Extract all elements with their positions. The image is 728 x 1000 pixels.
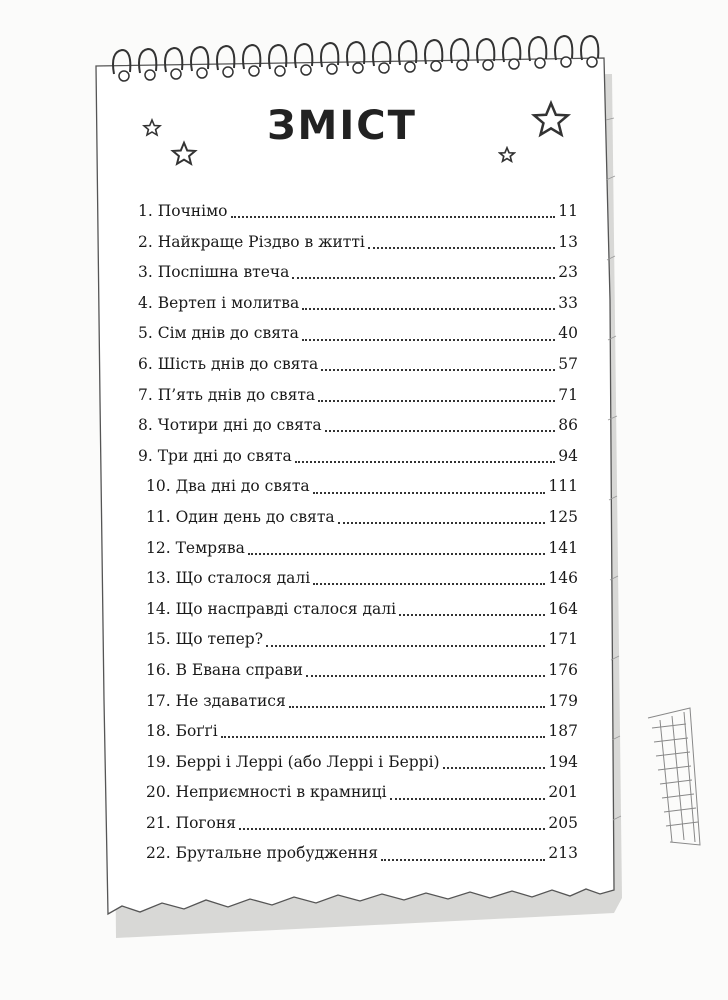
star-icon [530,99,572,141]
toc-entry [138,563,578,594]
toc-entry-page: 33 [558,293,578,312]
toc-entry-title: 18. Боґґі [146,722,218,741]
toc-leader-dots [313,492,546,494]
toc-entry-title: 11. Один день до свята [146,507,335,526]
toc-entry [138,777,578,808]
star-icon [170,140,198,168]
toc-leader-dots [295,461,555,463]
toc-entry-page: 187 [548,722,578,741]
toc-entry [138,594,578,625]
toc-leader-dots [248,553,546,555]
toc-entry-title: 21. Погоня [146,813,236,832]
toc-entry [138,471,578,502]
toc-entry-title: 10. Два дні до свята [146,477,310,496]
toc-entry-page: 171 [548,630,578,649]
toc-leader-dots [325,430,556,432]
toc-entry-page: 71 [558,385,578,404]
toc-entry [138,349,578,380]
toc-entry-title: 19. Беррі і Леррі (або Леррі і Беррі) [146,752,440,771]
toc-entry-title: 6. Шість днів до свята [138,354,319,373]
toc-entry [138,288,578,319]
toc-entry [138,380,578,411]
toc-entry-title: 5. Сім днів до свята [138,324,299,343]
toc-entry-title: 7. П’ять днів до свята [138,385,316,404]
toc-leader-dots [239,828,545,830]
toc-leader-dots [292,277,555,279]
toc-entry-page: 141 [548,538,578,557]
toc-entry-title: 13. Що сталося далі [146,569,311,588]
toc-entry-title: 1. Почнімо [138,202,228,220]
toc-entry-page: 179 [548,691,578,710]
toc-entry-page: 57 [558,354,578,373]
toc-entry-title: 17. Не здаватися [146,691,286,710]
toc-entry-page: 111 [548,477,578,496]
toc-entry-page: 94 [558,446,578,465]
toc-leader-dots [443,767,546,769]
toc-entry [138,655,578,686]
toc-leader-dots [368,247,555,249]
toc-leader-dots [231,216,556,218]
toc-entry [138,808,578,839]
toc-leader-dots [313,583,545,585]
table-of-contents [138,196,578,869]
toc-entry [138,533,578,564]
toc-entry-page: 213 [548,844,578,863]
star-icon [142,118,162,138]
toc-entry-page: 40 [558,324,578,343]
toc-entry-page: 164 [548,599,578,618]
toc-entry [138,318,578,349]
toc-entry [138,502,578,533]
toc-entry-title: 8. Чотири дні до свята [138,416,322,435]
toc-entry-page: 194 [548,752,578,771]
toc-leader-dots [399,614,545,616]
toc-entry [138,686,578,717]
toc-entry-title: 3. Поспішна втеча [138,263,290,282]
toc-entry [138,196,578,227]
toc-entry [138,227,578,258]
toc-entry-title: 4. Вертеп і молитва [138,293,300,312]
toc-leader-dots [390,798,546,800]
toc-entry [138,410,578,441]
toc-leader-dots [338,522,546,524]
toc-entry-title: 22. Брутальне пробудження [146,844,378,863]
toc-leader-dots [318,400,555,402]
toc-entry-page: 125 [548,507,578,526]
page-title: ЗМІСТ [267,103,417,149]
toc-leader-dots [221,736,546,738]
toc-entry-page: 146 [548,569,578,588]
toc-leader-dots [381,859,545,861]
toc-entry [138,838,578,869]
toc-entry-title: 2. Найкраще Різдво в житті [138,232,365,251]
toc-leader-dots [302,308,555,310]
toc-leader-dots [321,369,555,371]
toc-entry-page: 23 [558,263,578,282]
toc-entry-page: 205 [548,813,578,832]
toc-entry-title: 16. В Евана справи [146,660,303,679]
toc-entry-page: 11 [558,202,578,220]
toc-entry-title: 15. Що тепер? [146,630,264,649]
toc-entry [138,257,578,288]
toc-entry-page: 13 [558,232,578,251]
star-icon [498,146,516,164]
background-sheet [648,708,700,845]
toc-entry-title: 20. Неприємності в крамниці [146,783,387,802]
toc-leader-dots [302,339,555,341]
toc-entry-title: 9. Три дні до свята [138,446,292,465]
toc-entry [138,624,578,655]
toc-entry-page: 86 [558,416,578,435]
toc-entry-title: 12. Темрява [146,538,245,557]
toc-entry [138,441,578,472]
toc-leader-dots [266,645,545,647]
toc-leader-dots [289,706,546,708]
toc-entry [138,716,578,747]
toc-entry-page: 176 [548,660,578,679]
toc-entry-title: 14. Що насправді сталося далі [146,599,397,618]
toc-leader-dots [306,675,545,677]
toc-entry [138,747,578,778]
toc-entry-page: 201 [548,783,578,802]
